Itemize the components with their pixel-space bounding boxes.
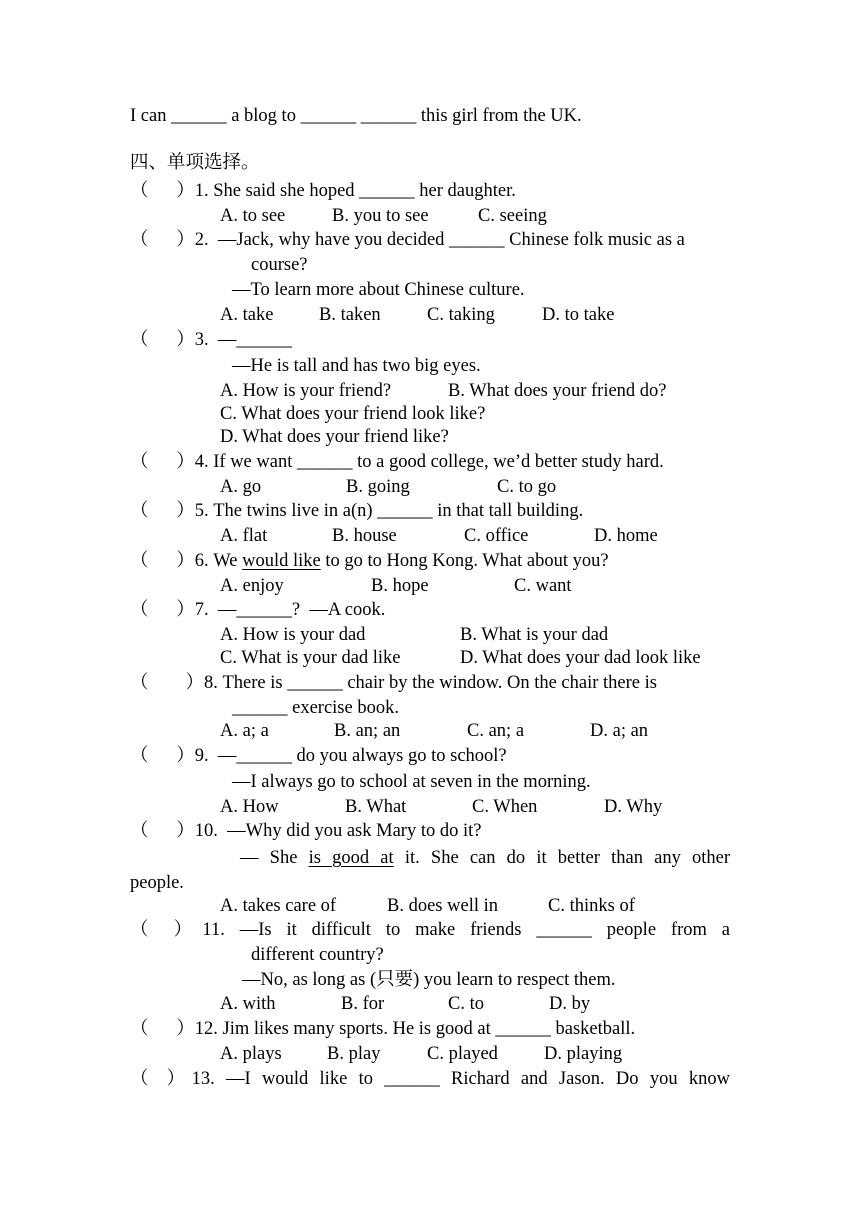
option-b: B. play (327, 1044, 381, 1064)
option-a: A. take (220, 305, 274, 325)
option-c: C. thinks of (548, 896, 635, 916)
option-a: A. with (220, 994, 276, 1014)
option-a: A. plays (220, 1044, 282, 1064)
question-2-reply: —To learn more about Chinese culture. (232, 280, 525, 300)
option-b: B. you to see (332, 206, 429, 226)
question-3: （ ）3. —______ (130, 330, 292, 350)
option-b: B. taken (319, 305, 381, 325)
option-a: A. How is your dad (220, 625, 366, 645)
question-8-continued: ______ exercise book. (232, 698, 399, 718)
option-b: B. What does your friend do? (448, 381, 667, 401)
intro-sentence: I can ______ a blog to ______ ______ this girl from the UK. (130, 106, 582, 126)
question-10-reply-continued: people. (130, 873, 184, 893)
question-9-reply: —I always go to school at seven in the morning. (232, 772, 591, 792)
underlined-phrase: is good at (308, 848, 394, 868)
option-c: C. seeing (478, 206, 547, 226)
option-a: A. enjoy (220, 576, 284, 596)
option-b: B. going (346, 477, 410, 497)
option-c: C. office (464, 526, 529, 546)
question-2-continued: course? (251, 255, 308, 275)
option-c: C. to (448, 994, 484, 1014)
option-b: B. What (345, 797, 407, 817)
option-a: A. to see (220, 206, 286, 226)
option-b: B. What is your dad (460, 625, 609, 645)
question-10-reply: — She is good at it. She can do it better than any other (240, 848, 731, 868)
question-8: （ ）8. There is ______ chair by the window. On the chair there is (130, 673, 657, 693)
question-1: （ ）1. She said she hoped ______ her daughter. (130, 181, 516, 201)
section-heading: 四、单项选择。 (130, 153, 260, 173)
option-c: C. taking (427, 305, 495, 325)
question-9: （ ）9. —______ do you always go to school? (130, 746, 507, 766)
question-12: （ ）12. Jim likes many sports. He is good at ______ basketball. (130, 1019, 636, 1039)
underlined-phrase: would like (242, 551, 321, 571)
option-c: C. What is your dad like (220, 648, 401, 668)
option-b: B. house (332, 526, 397, 546)
option-c: C. What does your friend look like? (220, 404, 486, 424)
option-d: D. to take (542, 305, 615, 325)
question-11: （ ）11. —Is it difficult to make friends ______ people from a (130, 920, 730, 940)
option-d: D. playing (544, 1044, 623, 1064)
option-a: A. How is your friend? (220, 381, 392, 401)
option-d: D. What does your dad look like (460, 648, 701, 668)
question-4: （ ）4. If we want ______ to a good college, we’d better study hard. (130, 452, 664, 472)
option-a: A. go (220, 477, 262, 497)
option-d: D. home (594, 526, 658, 546)
option-a: A. How (220, 797, 279, 817)
option-d: D. a; an (590, 721, 649, 741)
option-b: B. an; an (334, 721, 401, 741)
option-d: D. What does your friend like? (220, 427, 449, 447)
option-a: A. flat (220, 526, 268, 546)
option-c: C. an; a (467, 721, 525, 741)
question-13: （ ）13. —I would like to ______ Richard and Jason. Do you know (130, 1069, 730, 1089)
option-c: C. want (514, 576, 572, 596)
option-a: A. a; a (220, 721, 269, 741)
question-11-reply: —No, as long as (只要) you learn to respect them. (242, 970, 616, 990)
option-b: B. does well in (387, 896, 498, 916)
question-2: （ ）2. —Jack, why have you decided ______ Chinese folk music as a (130, 230, 685, 250)
option-a: A. takes care of (220, 896, 337, 916)
question-11-continued: different country? (251, 945, 384, 965)
option-d: D. Why (604, 797, 663, 817)
question-5: （ ）5. The twins live in a(n) ______ in that tall building. (130, 501, 584, 521)
option-b: B. hope (371, 576, 429, 596)
option-b: B. for (341, 994, 385, 1014)
option-c: C. to go (497, 477, 557, 497)
question-3-reply: —He is tall and has two big eyes. (232, 356, 481, 376)
question-6: （ ）6. We would like to go to Hong Kong. What about you? (130, 551, 609, 571)
question-7: （ ）7. —______? —A cook. (130, 600, 386, 620)
option-d: D. by (549, 994, 591, 1014)
option-c: C. When (472, 797, 538, 817)
option-c: C. played (427, 1044, 498, 1064)
question-10: （ ）10. —Why did you ask Mary to do it? (130, 821, 482, 841)
